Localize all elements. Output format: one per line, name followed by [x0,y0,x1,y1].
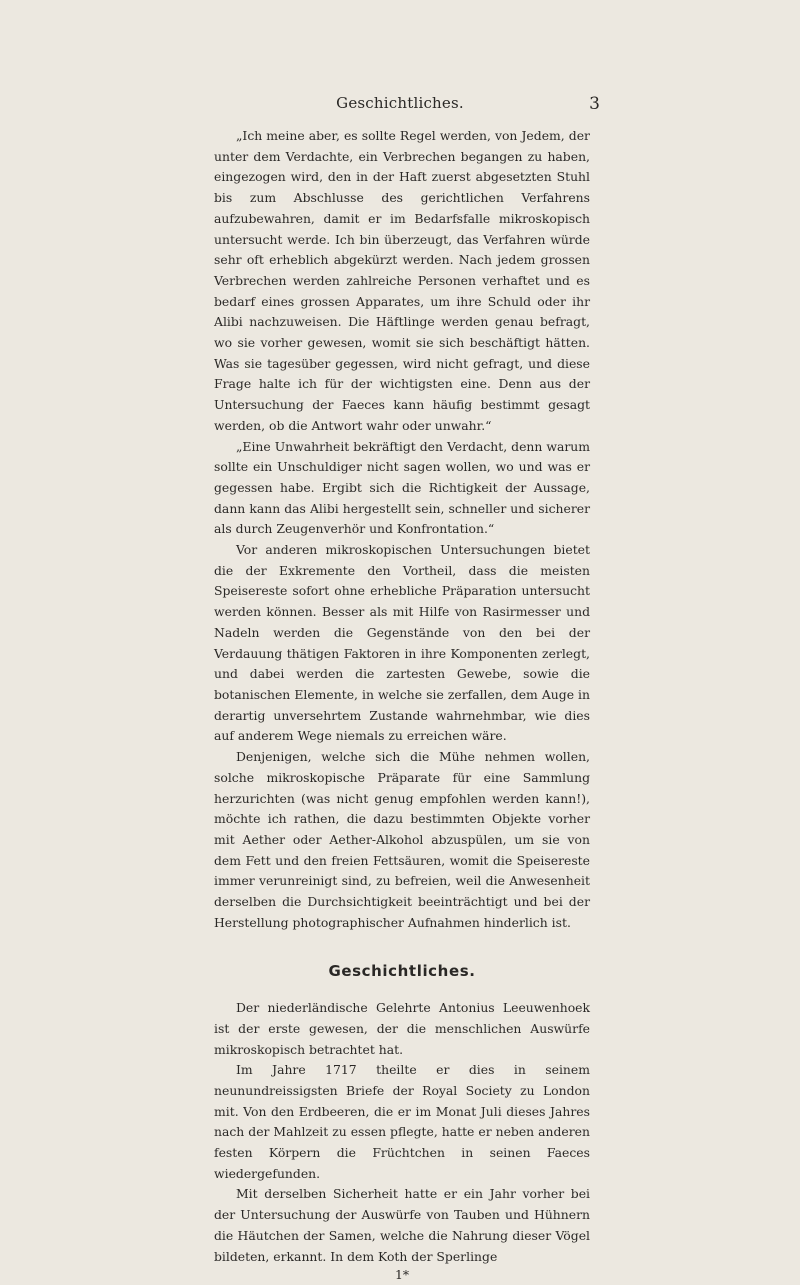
signature-mark: 1* [394,1267,410,1283]
paragraph: „Eine Unwahrheit bekräftigt den Verdacht, denn warum sollte ein Unschuldiger nicht sagen wollen, wo und was er gegessen habe. Ergibt sich die Richtigkeit der Aussage, dann kann das Alibi hergestellt sein, schneller und sicherer als durch Zeugenverhör und Konfrontation.“ [214,438,590,537]
body-text [214,126,590,1285]
paragraph: Vor anderen mikroskopischen Untersuchungen bietet die der Exkremente den Vortheil, dass die meisten Speisereste sofort ohne erhebliche Präparation untersucht werden können. Besser als mit Hilfe von Rasirmesser und Nadeln werden die Gegenstände von den bei der Verdauung thätigen Faktoren in ihre Komponenten zerlegt, und dabei werden die zartesten Gewebe, sowie die botanischen Elemente, in welche sie zerfallen, dem Auge in derartig unversehrtem Zustande wahrnehmbar, wie dies auf anderem Wege niemals zu erreichen wäre. [214,542,590,744]
paragraph: „Ich meine aber, es sollte Regel werden, von Jedem, der unter dem Verdachte, ein Verbrechen begangen zu haben, eingezogen wird, den in der Haft zuerst abgesetzten Stuhl bis zum Abschlusse des gerichtlichen Verfahrens aufzubewahren, damit er im Bedarfsfalle mikroskopisch untersucht werde. Ich bin überzeugt, das Verfahren würde sehr oft erheblich abgekürzt werden. Nach jedem grossen Verbrechen werden zahlreiche Personen verhaftet und es bedarf eines grossen Apparates, um ihre Schuld oder ihr Alibi nachzuweisen. Die Häftlinge werden genau befragt, wo sie vorher gewesen, womit sie sich beschäftigt hätten. Was sie tagesüber gegessen, wird nicht gefragt, und diese Frage halte ich für der wichtigsten eine. Denn aus der Untersuchung der Faeces kann häufig bestimmt gesagt werden, ob die Antwort wahr oder unwahr.“ [214,128,590,433]
running-title: Geschichtliches. [336,94,464,112]
section-heading: Geschichtliches. [328,962,476,981]
paragraph: Im Jahre 1717 theilte er dies in seinem neunundreissigsten Briefe der Royal Society zu London mit. Von den Erdbeeren, die er im Monat Juli dieses Jahres nach der Mahlzeit zu essen pflegte, hatte er neben anderen festen Körpern die Früchtchen in seinen Faeces wiedergefunden. [214,1062,590,1181]
paragraph: Der niederländische Gelehrte Antonius Leeuwenhoek ist der erste gewesen, der die menschlichen Auswürfe mikroskopisch betrachtet hat. [214,1000,590,1057]
running-head [0,94,800,116]
paragraph: Mit derselben Sicherheit hatte er ein Jahr vorher bei der Untersuchung der Auswürfe von Tauben und Hühnern die Häutchen der Samen, welche die Nahrung dieser Vögel bildeten, erkannt. In dem Koth der Sperlinge [214,1186,590,1264]
paragraph: Denjenigen, welche sich die Mühe nehmen wollen, solche mikroskopische Präparate für eine Sammlung herzurichten (was nicht genug empfohlen werden kann!), möchte ich rathen, die dazu bestimmten Objekte vorher mit Aether oder Aether-Alkohol abzuspülen, um sie von dem Fett und den freien Fettsäuren, womit die Speisereste immer verunreinigt sind, zu befreien, weil die Anwesenheit derselben die Durchsichtigkeit beeinträchtigt und bei der Herstellung photographischer Aufnahmen hinderlich ist. [214,749,590,930]
page-number: 3 [589,94,600,114]
